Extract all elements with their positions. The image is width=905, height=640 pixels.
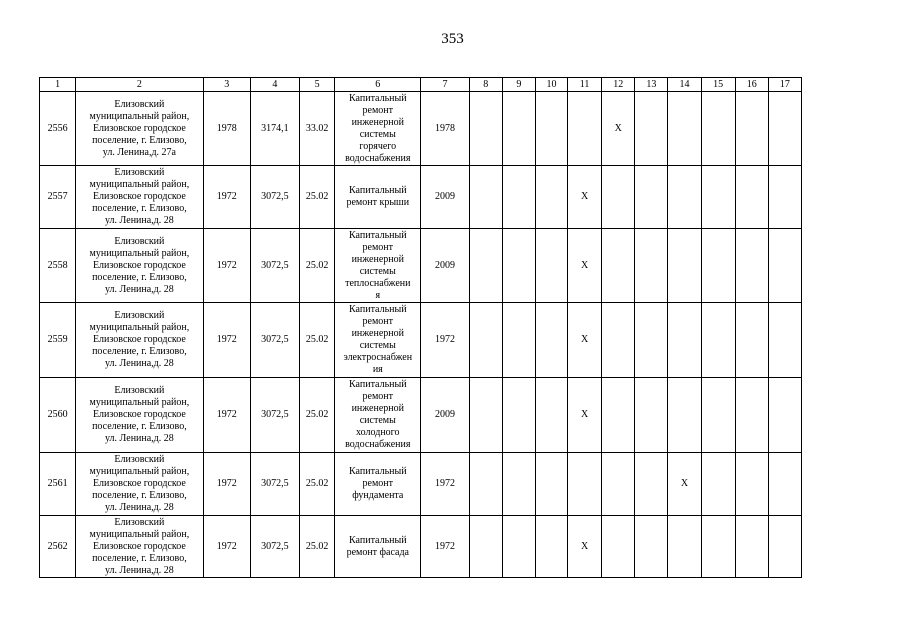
area-value: 3072,5 (250, 166, 299, 229)
area-value: 3072,5 (250, 516, 299, 578)
area-value: 3072,5 (250, 453, 299, 516)
column-number-15: 15 (701, 78, 735, 92)
area-value: 3072,5 (250, 378, 299, 453)
table-row (40, 516, 802, 578)
mark-cell (735, 303, 768, 378)
column-number-7: 7 (421, 78, 469, 92)
work-type-cell (335, 303, 421, 378)
table-row (40, 303, 802, 378)
address-line: муниципальный район, (89, 397, 190, 408)
mark-cell (735, 166, 768, 229)
mark-cell (602, 303, 635, 378)
mark-cell (535, 453, 567, 516)
row-number: 2557 (40, 166, 76, 229)
mark-cell (535, 378, 567, 453)
mark-cell (602, 378, 635, 453)
mark-cell (502, 378, 535, 453)
mark-cell (469, 92, 502, 166)
address-line: ул. Ленина,д. 28 (104, 564, 174, 576)
column-number-1: 1 (40, 78, 76, 92)
mark-cell (735, 516, 768, 578)
mark-cell (768, 453, 801, 516)
build-year: 1972 (203, 303, 250, 378)
work-type-cell (335, 229, 421, 303)
address-line: Елизовский (114, 516, 165, 528)
mark-cell (635, 166, 668, 229)
wear-percent: 25.02 (300, 166, 335, 229)
mark-cell (735, 378, 768, 453)
mark-cell (701, 92, 735, 166)
address-line: муниципальный район, (89, 528, 190, 540)
area-value: 3072,5 (250, 229, 299, 303)
mark-cell (701, 378, 735, 453)
work-type-line: Капитальный (349, 229, 407, 241)
column-number-3: 3 (203, 78, 250, 92)
work-type-line: инженерной (351, 116, 404, 128)
address-line: поселение, г. Елизово, (92, 552, 187, 564)
mark-cell: X (568, 378, 602, 453)
work-type-line: водоснабжения (345, 152, 411, 164)
area-value: 3174,1 (250, 92, 299, 166)
table-row (40, 453, 802, 516)
work-type-line: Капитальный (349, 466, 407, 477)
address-line: ул. Ленина,д. 28 (104, 358, 174, 369)
address-line: поселение, г. Елизово, (92, 203, 187, 214)
mark-cell (502, 166, 535, 229)
build-year: 1972 (203, 453, 250, 516)
row-number: 2560 (40, 378, 76, 453)
mark-cell (502, 92, 535, 166)
mark-cell (668, 516, 701, 578)
mark-cell (502, 229, 535, 303)
column-number-17: 17 (768, 78, 801, 92)
last-repair-year: 1972 (421, 453, 469, 516)
work-type-line: электроснабжен (343, 352, 413, 363)
column-number-6: 6 (335, 78, 421, 92)
address-line: Елизовский (114, 167, 165, 178)
address-line: муниципальный район, (89, 322, 190, 333)
work-type-line: инженерной (351, 403, 404, 414)
address-line: муниципальный район, (89, 179, 190, 190)
mark-cell (602, 229, 635, 303)
column-number-4: 4 (250, 78, 299, 92)
work-type-line: инженерной (351, 253, 404, 265)
address-line: ул. Ленина,д. 28 (104, 215, 174, 226)
work-type-cell (335, 453, 421, 516)
work-type-line: инженерной (351, 328, 404, 339)
mark-cell (635, 229, 668, 303)
work-type-line: ремонт (362, 316, 394, 327)
table-row (40, 92, 802, 166)
work-type-line: ремонт крыши (346, 197, 410, 208)
mark-cell (735, 229, 768, 303)
row-number: 2561 (40, 453, 76, 516)
last-repair-year: 2009 (421, 378, 469, 453)
work-type-line: ремонт (362, 104, 394, 116)
work-type-line: Капитальный (349, 92, 407, 104)
work-type-line: теплоснабжени (345, 277, 411, 289)
address-line: Елизовский (114, 385, 165, 396)
address-line: Елизовское городское (92, 540, 186, 552)
last-repair-year: 1972 (421, 303, 469, 378)
column-number-16: 16 (735, 78, 768, 92)
address-line: поселение, г. Елизово, (92, 490, 187, 501)
work-type-line: системы (359, 265, 396, 277)
work-type-line: фундамента (352, 490, 404, 501)
area-value: 3072,5 (250, 303, 299, 378)
wear-percent: 25.02 (300, 516, 335, 578)
mark-cell: X (602, 92, 635, 166)
mark-cell (602, 166, 635, 229)
work-type-line: я (375, 289, 381, 301)
wear-percent: 25.02 (300, 378, 335, 453)
column-number-2: 2 (76, 78, 204, 92)
mark-cell: X (668, 453, 701, 516)
mark-cell (701, 516, 735, 578)
wear-percent: 25.02 (300, 229, 335, 303)
mark-cell (602, 453, 635, 516)
work-type-cell (335, 516, 421, 578)
work-type-line: Капитальный (349, 534, 407, 546)
mark-cell (469, 166, 502, 229)
mark-cell (502, 303, 535, 378)
mark-cell (535, 166, 567, 229)
work-type-line: Капитальный (349, 304, 407, 315)
mark-cell (535, 303, 567, 378)
mark-cell (469, 378, 502, 453)
work-type-line: холодного (356, 427, 400, 438)
mark-cell (635, 303, 668, 378)
work-type-line: горячего (359, 140, 397, 152)
address-line: муниципальный район, (89, 466, 190, 477)
row-number: 2556 (40, 92, 76, 166)
page-number: 353 (441, 31, 464, 47)
last-repair-year: 1978 (421, 92, 469, 166)
mark-cell (701, 166, 735, 229)
mark-cell (568, 92, 602, 166)
address-cell (76, 453, 204, 516)
address-line: ул. Ленина,д. 28 (104, 502, 174, 513)
address-line: ул. Ленина,д. 27а (102, 146, 176, 158)
address-line: Елизовское городское (92, 409, 186, 420)
address-cell (76, 166, 204, 229)
column-number-9: 9 (502, 78, 535, 92)
address-line: Елизовский (114, 310, 165, 321)
address-line: поселение, г. Елизово, (92, 421, 187, 432)
mark-cell (469, 303, 502, 378)
build-year: 1972 (203, 516, 250, 578)
address-cell (76, 92, 204, 166)
mark-cell (535, 92, 567, 166)
mark-cell (502, 516, 535, 578)
mark-cell: X (568, 229, 602, 303)
mark-cell (768, 516, 801, 578)
mark-cell (768, 229, 801, 303)
header-row (40, 78, 802, 92)
table-row (40, 166, 802, 229)
work-type-line: системы (359, 340, 396, 351)
work-type-line: ремонт (362, 391, 394, 402)
mark-cell (635, 516, 668, 578)
address-cell (76, 303, 204, 378)
mark-cell (469, 453, 502, 516)
column-number-13: 13 (635, 78, 668, 92)
address-cell (76, 229, 204, 303)
address-line: Елизовское городское (92, 259, 186, 271)
column-number-12: 12 (602, 78, 635, 92)
wear-percent: 33.02 (300, 92, 335, 166)
column-number-10: 10 (535, 78, 567, 92)
wear-percent: 25.02 (300, 453, 335, 516)
address-line: Елизовское городское (92, 478, 186, 489)
address-line: поселение, г. Елизово, (92, 346, 187, 357)
address-line: Елизовское городское (92, 191, 186, 202)
work-type-line: Капитальный (349, 185, 407, 196)
row-number: 2562 (40, 516, 76, 578)
mark-cell (635, 453, 668, 516)
mark-cell (535, 229, 567, 303)
work-type-cell (335, 166, 421, 229)
mark-cell (469, 229, 502, 303)
register-table (39, 77, 802, 578)
mark-cell (635, 378, 668, 453)
mark-cell (535, 516, 567, 578)
mark-cell (568, 453, 602, 516)
last-repair-year: 1972 (421, 516, 469, 578)
address-cell (76, 516, 204, 578)
last-repair-year: 2009 (421, 166, 469, 229)
mark-cell (701, 229, 735, 303)
work-type-line: ремонт фасада (346, 546, 409, 558)
mark-cell: X (568, 516, 602, 578)
row-number: 2559 (40, 303, 76, 378)
work-type-line: ремонт (362, 478, 394, 489)
mark-cell: X (568, 166, 602, 229)
table-row (40, 229, 802, 303)
mark-cell (735, 453, 768, 516)
work-type-line: водоснабжения (345, 439, 411, 450)
column-number-11: 11 (568, 78, 602, 92)
mark-cell (668, 229, 701, 303)
address-line: муниципальный район, (89, 247, 190, 259)
mark-cell (635, 92, 668, 166)
work-type-line: ремонт (362, 241, 394, 253)
build-year: 1978 (203, 92, 250, 166)
column-number-5: 5 (300, 78, 335, 92)
row-number: 2558 (40, 229, 76, 303)
address-line: ул. Ленина,д. 28 (104, 283, 174, 295)
wear-percent: 25.02 (300, 303, 335, 378)
address-line: муниципальный район, (89, 110, 190, 122)
column-number-14: 14 (668, 78, 701, 92)
mark-cell (768, 166, 801, 229)
mark-cell (701, 453, 735, 516)
mark-cell (701, 303, 735, 378)
address-line: поселение, г. Елизово, (92, 271, 187, 283)
build-year: 1972 (203, 378, 250, 453)
table-row (40, 378, 802, 453)
column-number-8: 8 (469, 78, 502, 92)
mark-cell (668, 303, 701, 378)
mark-cell: X (568, 303, 602, 378)
address-cell (76, 378, 204, 453)
work-type-line: Капитальный (349, 379, 407, 390)
mark-cell (469, 516, 502, 578)
build-year: 1972 (203, 166, 250, 229)
mark-cell (668, 92, 701, 166)
build-year: 1972 (203, 229, 250, 303)
mark-cell (668, 166, 701, 229)
mark-cell (502, 453, 535, 516)
address-line: Елизовский (114, 235, 165, 247)
mark-cell (768, 303, 801, 378)
work-type-cell (335, 378, 421, 453)
work-type-line: ия (372, 364, 383, 375)
last-repair-year: 2009 (421, 229, 469, 303)
mark-cell (768, 92, 801, 166)
mark-cell (768, 378, 801, 453)
mark-cell (602, 516, 635, 578)
mark-cell (668, 378, 701, 453)
mark-cell (735, 92, 768, 166)
address-line: Елизовское городское (92, 334, 186, 345)
address-line: Елизовское городское (92, 122, 186, 134)
work-type-line: системы (359, 415, 396, 426)
work-type-line: системы (359, 128, 396, 140)
address-line: Елизовский (114, 98, 165, 110)
address-line: поселение, г. Елизово, (92, 134, 187, 146)
work-type-cell (335, 92, 421, 166)
address-line: ул. Ленина,д. 28 (104, 433, 174, 444)
address-line: Елизовский (114, 454, 165, 465)
